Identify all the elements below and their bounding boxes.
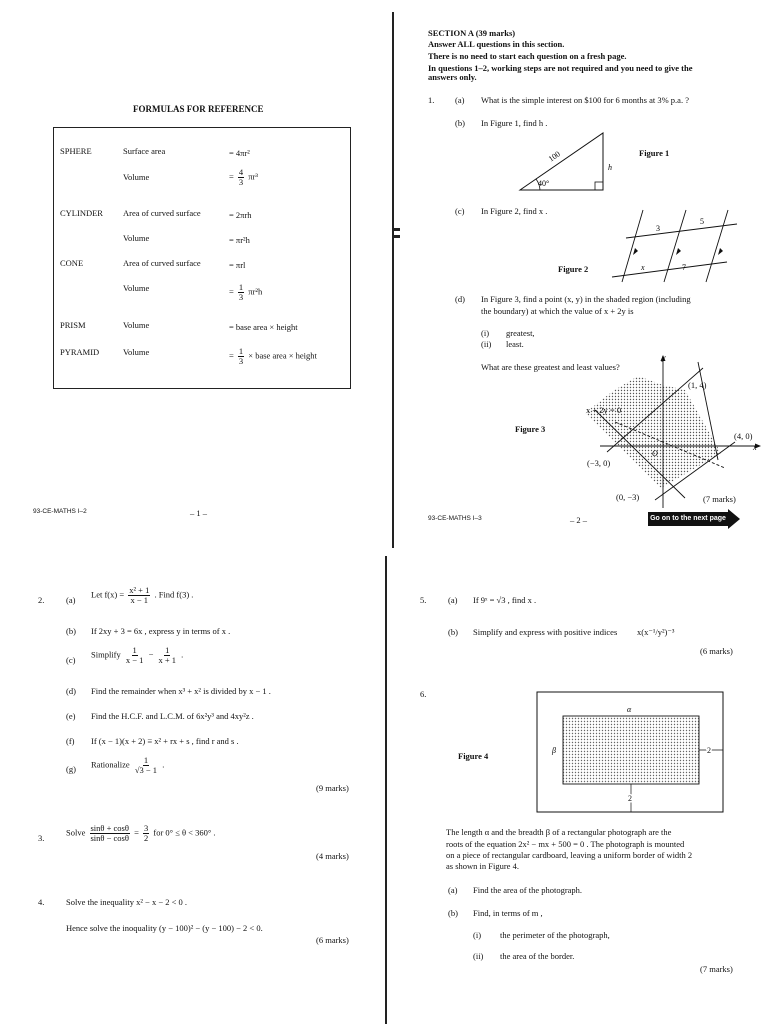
part-label: (b): [448, 627, 458, 637]
arrow-right-icon: [728, 509, 740, 529]
fraction: $\frac{\text{x² + 1}}{x - 1}$: [129, 585, 150, 605]
subpart-label: (i): [481, 328, 490, 338]
question-text: roots of the equation 2x² − mx + 500 = 0 . The photograph is mounted: [446, 839, 685, 849]
marks: (7 marks): [703, 494, 736, 504]
question-number: 4.: [38, 897, 45, 907]
part-label: (a): [448, 885, 458, 895]
subpart-text: the perimeter of the photograph,: [500, 930, 610, 940]
line-label: x + 2y = 0: [586, 405, 622, 415]
question-text: In Figure 1, find h .: [481, 118, 548, 128]
vertex-label: (0, −3): [616, 492, 640, 502]
formula: = πr²h: [229, 235, 250, 245]
subpart-label: (i): [473, 930, 482, 940]
part-label: (d): [455, 294, 465, 304]
question-number: 5.: [420, 595, 427, 605]
measure-label: Volume: [123, 172, 150, 182]
page-divider-top: [392, 12, 394, 548]
question-number: 1.: [428, 95, 435, 105]
vertex-label: (1, 4): [688, 380, 707, 390]
instruction: In questions 1–2, working steps are not required and you need to give the: [428, 63, 693, 73]
shape-label: CYLINDER: [60, 208, 103, 218]
question-text: the boundary) at which the value of x + 2y is: [481, 306, 634, 316]
part-label: (d): [66, 686, 76, 696]
question-text: Find, in terms of m ,: [473, 908, 543, 918]
vertex-label: (−3, 0): [587, 458, 611, 468]
question-text: What are these greatest and least values?: [481, 362, 620, 372]
question-text: If (x − 1)(x + 2) ≡ x² + rx + s , find r and s .: [91, 736, 239, 746]
question-text: Simplify $\frac{1}{x - 1}$ − $\frac{1}{x + 1}$ .: [91, 645, 184, 665]
part-label: (b): [66, 626, 76, 636]
shape-label: PRISM: [60, 320, 86, 330]
question-text: as shown in Figure 4.: [446, 861, 519, 871]
question-text: Solve $\frac{\sin\theta + \cos\theta}{\sin\theta - \cos\theta}$ = $\frac{3}{2}$ for 0° ≤ θ < 360° .: [66, 823, 216, 843]
formula: = $\frac{1}{3}$ × base area × height: [229, 346, 317, 366]
footer-code: 93-CE-MATHS I–3: [428, 515, 482, 522]
measure-label: Volume: [123, 347, 150, 357]
question-text: In Figure 3, find a point (x, y) in the shaded region (including: [481, 294, 691, 304]
marks: (7 marks): [700, 964, 733, 974]
photograph: [563, 716, 699, 784]
question-text: If 9ˣ = √3 , find x .: [473, 595, 537, 605]
triangle: [520, 133, 603, 190]
shaded-region: [585, 376, 721, 488]
question-text: on a piece of rectangular cardboard, leaving a uniform border of width 2: [446, 850, 693, 860]
marks: (4 marks): [316, 851, 349, 861]
formula: = $\frac{1}{3}$ πr²h: [229, 282, 263, 302]
question-number: 6.: [420, 689, 427, 699]
subpart-text: least.: [506, 339, 524, 349]
fraction: $\frac{1}{x - 1}$: [125, 645, 144, 665]
question-text: What is the simple interest on $100 for 6 months at 3% p.a. ?: [481, 95, 689, 105]
parallel-arrow: [633, 248, 638, 255]
measure-label: Area of curved surface: [123, 208, 201, 218]
figure-4-diagram: [535, 690, 727, 814]
part-label: (a): [455, 95, 465, 105]
binding-mark: [392, 228, 400, 231]
marks: (6 marks): [316, 935, 349, 945]
formula: = πrl: [229, 260, 246, 270]
parallel-line: [706, 210, 728, 282]
segment-label: 5: [700, 217, 704, 226]
fraction: $\frac{\sin\theta + \cos\theta}{\sin\theta - \cos\theta}$: [90, 823, 129, 843]
fraction: $\frac{1}{x + 1}$: [158, 645, 177, 665]
figure-2-diagram: [610, 205, 745, 285]
subpart-text: greatest,: [506, 328, 535, 338]
instruction: answers only.: [428, 72, 477, 82]
marks: (6 marks): [700, 646, 733, 656]
measure-label: Volume: [123, 233, 150, 243]
subpart-label: (ii): [481, 339, 492, 349]
part-label: (e): [66, 711, 76, 721]
figure-3-diagram: [575, 350, 765, 510]
figure-1-label: Figure 1: [639, 148, 670, 158]
subpart-text: the area of the border.: [500, 951, 575, 961]
subpart-label: (ii): [473, 951, 484, 961]
question-text: Hence solve the inoquality (y − 100)² − (y − 100) − 2 < 0.: [66, 923, 263, 933]
figure-3-label: Figure 3: [515, 424, 546, 434]
question-text: Rationalize $\frac{1}{√3 - 1}$ .: [91, 755, 165, 775]
segment-label: 3: [656, 224, 660, 233]
formulas-title: FORMULAS FOR REFERENCE: [133, 104, 264, 114]
instruction: There is no need to start each question on a fresh page.: [428, 51, 627, 61]
question-text: Find the area of the photograph.: [473, 885, 583, 895]
parallel-arrow: [718, 248, 723, 255]
question-text: Simplify and express with positive indices: [473, 627, 618, 637]
section-title: SECTION A (39 marks): [428, 28, 516, 38]
footer-page-number: – 2 –: [570, 515, 587, 525]
fraction: $\frac{4}{3}$: [238, 167, 244, 187]
length-label: α: [627, 705, 632, 714]
vertex-label: (4, 0): [734, 431, 753, 441]
fraction: $\frac{1}{√3 - 1}$: [134, 755, 158, 775]
question-number: 3.: [38, 833, 45, 843]
fraction: $\frac{1}{3}$: [238, 282, 244, 302]
fraction: $\frac{1}{3}$: [238, 346, 244, 366]
footer-code: 93-CE-MATHS I–2: [33, 508, 87, 515]
border-width-label: 2: [628, 794, 632, 803]
question-number: 2.: [38, 595, 45, 605]
math-expression: x(x⁻¹/y²)⁻³: [637, 627, 675, 637]
measure-label: Surface area: [123, 146, 166, 156]
parallel-arrow: [676, 248, 681, 255]
right-angle-mark: [595, 182, 603, 190]
part-label: (g): [66, 764, 76, 774]
formula: = base area × height: [229, 322, 298, 332]
question-text: In Figure 2, find x .: [481, 206, 548, 216]
page-divider-bottom: [385, 556, 387, 1024]
part-label: (a): [66, 595, 76, 605]
question-text: Let f(x) = $\frac{\text{x² + 1}}{x - 1}$ . Find f(3) .: [91, 585, 194, 605]
instruction: Answer ALL questions in this section.: [428, 39, 565, 49]
question-text: Find the remainder when x³ + x² is divided by x − 1 .: [91, 686, 271, 696]
question-text: Find the H.C.F. and L.C.M. of 6x²y³ and 4xy²z .: [91, 711, 254, 721]
part-label: (a): [448, 595, 458, 605]
next-page-button[interactable]: Go on to the next page: [648, 512, 728, 526]
part-label: (c): [455, 206, 465, 216]
hypotenuse-label: 100: [546, 149, 562, 164]
measure-label: Volume: [123, 283, 150, 293]
formula: = $\frac{4}{3}$ πr³: [229, 167, 258, 187]
shape-label: SPHERE: [60, 146, 92, 156]
marks: (9 marks): [316, 783, 349, 793]
figure-4-label: Figure 4: [458, 751, 489, 761]
footer-page-number: – 1 –: [190, 508, 207, 518]
figure-1-diagram: [515, 128, 625, 198]
origin-label: O: [652, 449, 658, 458]
part-label: (f): [66, 736, 75, 746]
question-text: Solve the inequality x² − x − 2 < 0 .: [66, 897, 188, 907]
question-text: If 2xy + 3 = 6x , express y in terms of x .: [91, 626, 231, 636]
fraction: $\frac{3}{2}$: [143, 823, 149, 843]
side-label: h: [608, 163, 612, 172]
measure-label: Area of curved surface: [123, 258, 201, 268]
formula: = 4πr²: [229, 148, 250, 158]
segment-label: 7: [682, 263, 686, 272]
measure-label: Volume: [123, 320, 150, 330]
formula: = 2πrh: [229, 210, 252, 220]
question-text: The length α and the breadth β of a rectangular photograph are the: [446, 827, 672, 837]
border-width-label: 2: [707, 746, 711, 755]
shape-label: PYRAMID: [60, 347, 100, 357]
part-label: (c): [66, 655, 76, 665]
figure-2-label: Figure 2: [558, 264, 589, 274]
axis-label: y: [662, 353, 666, 362]
segment-label: x: [641, 263, 645, 272]
part-label: (b): [448, 908, 458, 918]
binding-mark: [392, 235, 400, 238]
angle-label: 40°: [538, 179, 550, 188]
shape-label: CONE: [60, 258, 84, 268]
part-label: (b): [455, 118, 465, 128]
parallel-line: [622, 210, 643, 282]
axis-label: x: [753, 443, 757, 452]
breadth-label: β: [552, 746, 556, 755]
